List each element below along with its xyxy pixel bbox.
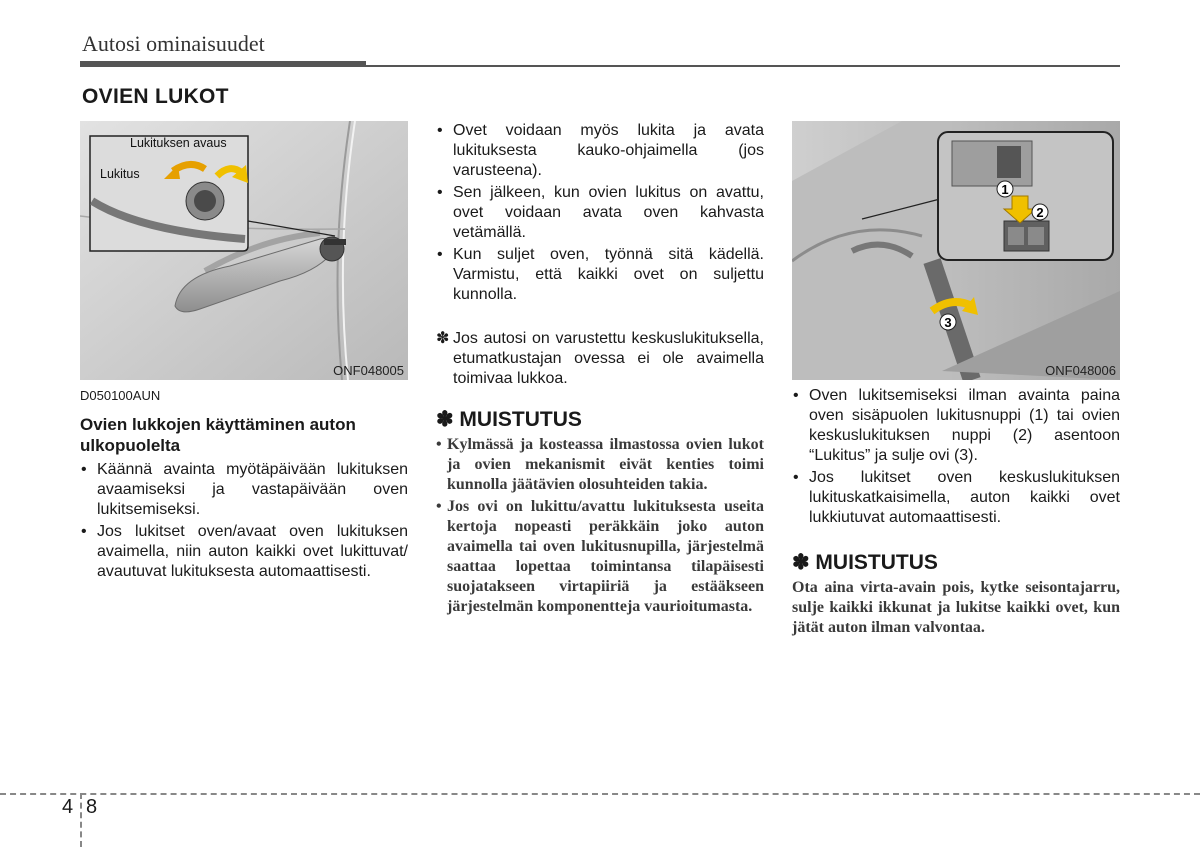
door-handle-illustration bbox=[80, 121, 408, 380]
running-header: Autosi ominaisuudet bbox=[82, 31, 265, 56]
section-code: D050100AUN bbox=[80, 388, 161, 403]
list-item: • Jos lukitset oven/avaat oven lukituksen avaimella, niin auton kaikki ovet lukittuvat/ avautuvat lukituksesta automaattisesti. bbox=[80, 522, 408, 582]
star-symbol: ✽ bbox=[436, 330, 450, 347]
figure-code: ONF048006 bbox=[1045, 363, 1116, 378]
marker-1: 1 bbox=[1001, 182, 1009, 197]
star-note bbox=[436, 329, 764, 389]
footer-rule bbox=[0, 793, 1200, 795]
notice-text: Ota aina virta-avain pois, kytke seisontajarru, sulje kaikki ikkunat ja lukitse kaikki ovet, kun jätät auton ilman valvontaa. bbox=[792, 579, 1120, 636]
marker-3: 3 bbox=[944, 315, 952, 330]
column-3 bbox=[792, 386, 1120, 638]
list-item: • Jos lukitset oven keskuslukituksen lukituskatkaisimella, auton kaikki ovet lukkiutuvat automaattisesti. bbox=[792, 468, 1120, 528]
list-item: • Kun suljet oven, työnnä sitä kädellä. Varmistu, että kaikki ovet on suljettu kunnolla. bbox=[436, 245, 764, 305]
notice-heading: ✽ MUISTUTUS bbox=[436, 408, 582, 431]
notice-item: • Kylmässä ja kosteassa ilmastossa ovien lukot ja ovien mekanismit eivät kenties toimi kunnolla jäätävien olosuhteiden takia. bbox=[436, 435, 764, 495]
callout-lock: Lukitus bbox=[100, 167, 140, 181]
header-rule-thick bbox=[80, 61, 366, 67]
page-number: 8 bbox=[86, 796, 98, 818]
notice-item: • Jos ovi on lukittu/avattu lukituksesta useita kertoja nopeasti peräkkäin joko auton avaimella tai oven lukitusnupilla, järjestelmä saattaa lopettaa toimintansa tilapäisesti suojatakseen virtapiiriä ja estääkseen järjestelmän komponentteja vaurioitumasta. bbox=[436, 497, 764, 617]
list-item: • Käännä avainta myötäpäivään lukituksen avaamiseksi ja vastapäivään oven lukitsemiseksi. bbox=[80, 460, 408, 520]
column-2 bbox=[436, 121, 764, 619]
figure-code: ONF048005 bbox=[333, 363, 404, 378]
marker-2: 2 bbox=[1036, 205, 1044, 220]
interior-door-illustration bbox=[792, 121, 1120, 380]
star-note-text: Jos autosi on varustettu keskuslukituksella, etumatkustajan ovessa ei ole avaimella toimivaa lukkoa. bbox=[453, 330, 764, 387]
section-title: OVIEN LUKOT bbox=[82, 85, 229, 108]
subheading: Ovien lukkojen käyttäminen auton ulkopuolelta bbox=[80, 415, 356, 455]
notice-heading: ✽ MUISTUTUS bbox=[792, 551, 938, 574]
column-1 bbox=[80, 386, 408, 584]
footer-divider bbox=[80, 793, 82, 847]
chapter-number: 4 bbox=[62, 796, 74, 818]
list-item: • Ovet voidaan myös lukita ja avata lukituksesta kauko-ohjaimella (jos varusteena). bbox=[436, 121, 764, 181]
callout-unlock: Lukituksen avaus bbox=[130, 136, 227, 150]
list-item: • Oven lukitsemiseksi ilman avainta paina oven sisäpuolen lukitusnuppi (1) tai ovien keskuslukituksen nuppi (2) asentoon “Lukitus” ja sulje ovi (3). bbox=[792, 386, 1120, 466]
list-item: • Sen jälkeen, kun ovien lukitus on avattu, ovet voidaan avata oven kahvasta vetämällä. bbox=[436, 183, 764, 243]
header-rule-thin bbox=[366, 65, 1120, 67]
